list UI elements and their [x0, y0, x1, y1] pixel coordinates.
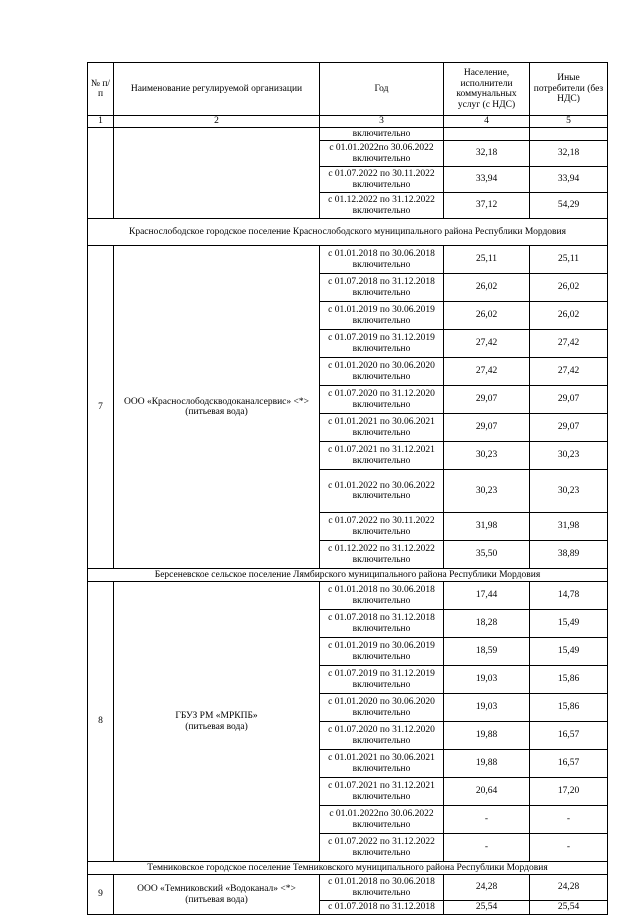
tariff-other: 26,02	[530, 302, 608, 330]
tariff-population: 35,50	[444, 541, 530, 569]
period-cell	[320, 513, 444, 541]
tariff-other: 38,89	[530, 541, 608, 569]
period-cell	[320, 806, 444, 834]
period-dates: с 01.01.2022 по 30.06.2022	[328, 480, 435, 491]
period-dates: с 01.01.2018 по 30.06.2018	[328, 249, 435, 259]
period-inclusive: включительно	[352, 791, 411, 802]
period-inclusive: включительно	[352, 259, 411, 270]
period-cell	[320, 541, 444, 569]
tariff-other: 29,07	[530, 386, 608, 414]
period-inclusive: включительно	[352, 707, 411, 718]
tariff-other: 17,20	[530, 778, 608, 806]
period-cell	[320, 778, 444, 806]
period-cell	[320, 141, 444, 167]
period-dates: с 01.07.2021 по 31.12.2021	[328, 781, 435, 791]
period-cell	[320, 666, 444, 694]
tariff-population	[444, 127, 530, 141]
tariff-other: 25,11	[530, 246, 608, 274]
period-cell	[320, 875, 444, 901]
header-year: Год	[320, 63, 444, 116]
period-dates: с 01.01.2021 по 30.06.2021	[328, 753, 435, 763]
tariff-population: 37,12	[444, 193, 530, 219]
period-dates: с 01.12.2022 по 31.12.2022	[328, 195, 435, 205]
period-dates: с 01.01.2022по 30.06.2022	[329, 809, 434, 819]
table-row	[88, 875, 608, 901]
period-inclusive: включительно	[352, 399, 411, 410]
organization-subtitle: (питьевая вода)	[185, 407, 248, 417]
organization-cell	[114, 246, 320, 569]
organization-subtitle: (питьевая вода)	[185, 721, 248, 732]
header-population: Население, исполнители коммунальных услуг (с НДС)	[444, 63, 530, 116]
period-dates: с 01.12.2022 по 31.12.2022	[328, 544, 435, 554]
tariff-population: 19,03	[444, 666, 530, 694]
section-row	[88, 862, 608, 875]
period-cell	[320, 246, 444, 274]
period-inclusive: включительно	[352, 763, 411, 774]
period-cell	[320, 358, 444, 386]
table-row	[88, 246, 608, 274]
organization-cell	[114, 582, 320, 862]
tariff-population: 19,88	[444, 750, 530, 778]
period-inclusive: включительно	[352, 287, 411, 298]
period-inclusive: включительно	[352, 735, 411, 746]
row-number: 9	[88, 875, 114, 915]
tariff-population: 31,98	[444, 513, 530, 541]
period-inclusive: включительно	[352, 887, 411, 898]
period-cell	[320, 834, 444, 862]
section-row	[88, 219, 608, 246]
tariff-other: 15,49	[530, 638, 608, 666]
period-dates: с 01.07.2022 по 31.12.2022	[328, 837, 435, 847]
period-dates: с 01.07.2022 по 30.11.2022	[328, 516, 435, 526]
period-cell	[320, 442, 444, 470]
period-cell	[320, 274, 444, 302]
tariff-other: 26,02	[530, 274, 608, 302]
period-inclusive: включительно	[352, 343, 411, 354]
period-inclusive: включительно	[352, 153, 411, 164]
tariff-other: 30,23	[530, 470, 608, 513]
section-title: Берсеневское сельское поселение Лямбирского муниципального района Республики Мордовия	[88, 569, 608, 582]
tariff-other: 14,78	[530, 582, 608, 610]
period-dates: с 01.01.2020 по 30.06.2020	[328, 697, 435, 707]
tariff-population: 27,42	[444, 330, 530, 358]
tariff-other: 29,07	[530, 414, 608, 442]
period-cell	[320, 750, 444, 778]
section-row	[88, 569, 608, 582]
organization-cell	[114, 875, 320, 915]
tariff-population: -	[444, 834, 530, 862]
period-inclusive: включительно	[352, 205, 411, 216]
column-number: 5	[530, 116, 608, 128]
tariff-population: 17,44	[444, 582, 530, 610]
period-dates: с 01.07.2020 по 31.12.2020	[328, 389, 435, 399]
header-number: № п/п	[88, 63, 114, 116]
period-cell	[320, 470, 444, 513]
tariff-other: 27,42	[530, 330, 608, 358]
row-number: 8	[88, 582, 114, 862]
tariff-population: 25,54	[444, 901, 530, 915]
tariff-other	[530, 127, 608, 141]
tariff-population: -	[444, 806, 530, 834]
table-body	[88, 127, 608, 915]
period-cell	[320, 610, 444, 638]
tariff-population: 26,02	[444, 274, 530, 302]
tariff-population: 24,28	[444, 875, 530, 901]
period-dates: с 01.01.2019 по 30.06.2019	[328, 641, 435, 651]
tariff-other: 27,42	[530, 358, 608, 386]
tariff-other: 32,18	[530, 141, 608, 167]
tariff-population: 19,88	[444, 722, 530, 750]
table-row	[88, 127, 608, 141]
tariff-other: 54,29	[530, 193, 608, 219]
organization-name: ООО «Краснослободскводоканалсервис» <*>	[124, 396, 309, 407]
period-dates: с 01.01.2022по 30.06.2022	[329, 143, 434, 153]
column-number: 3	[320, 116, 444, 128]
tariff-other: 30,23	[530, 442, 608, 470]
period-cell	[320, 330, 444, 358]
period-dates: с 01.07.2018 по 31.12.2018	[328, 902, 435, 913]
period-cell	[320, 127, 444, 141]
tariff-other: 24,28	[530, 875, 608, 901]
section-title: Краснослободское городское поселение Краснослободского муниципального района Республики Мордовия	[88, 219, 608, 246]
tariff-population: 20,64	[444, 778, 530, 806]
period-cell	[320, 193, 444, 219]
tariff-population: 30,23	[444, 442, 530, 470]
period-dates: с 01.07.2018 по 31.12.2018	[328, 613, 435, 623]
tariff-other: 16,57	[530, 722, 608, 750]
period-inclusive: включительно	[352, 847, 411, 858]
period-dates: с 01.01.2020 по 30.06.2020	[328, 361, 435, 371]
period-dates: с 01.07.2019 по 31.12.2019	[328, 333, 435, 343]
period-inclusive: включительно	[352, 371, 411, 382]
period-inclusive: включительно	[352, 819, 411, 830]
tariff-population: 27,42	[444, 358, 530, 386]
period-dates: с 01.07.2020 по 31.12.2020	[328, 725, 435, 735]
period-dates: с 01.01.2018 по 30.06.2018	[328, 585, 435, 595]
tariff-population: 32,18	[444, 141, 530, 167]
period-inclusive: включительно	[352, 179, 411, 190]
period-inclusive: включительно	[352, 554, 411, 565]
tariff-population: 29,07	[444, 386, 530, 414]
period-cell	[320, 722, 444, 750]
period-inclusive: включительно	[352, 679, 411, 690]
tariff-population: 33,94	[444, 167, 530, 193]
period-inclusive: включительно	[352, 595, 411, 606]
period-cell	[320, 414, 444, 442]
period-dates: с 01.07.2022 по 30.11.2022	[328, 169, 435, 179]
header-other-consumers: Иные потребители (без НДС)	[530, 63, 608, 116]
tariff-document	[87, 62, 607, 915]
period-cell	[320, 167, 444, 193]
tariff-other: 16,57	[530, 750, 608, 778]
period-cell	[320, 638, 444, 666]
period-dates: с 01.01.2018 по 30.06.2018	[328, 877, 435, 887]
period-inclusive: включительно	[352, 315, 411, 326]
row-number: 7	[88, 246, 114, 569]
column-number: 2	[114, 116, 320, 128]
tariff-other: 15,49	[530, 610, 608, 638]
organization-cell	[114, 127, 320, 219]
table-header-row	[88, 63, 608, 116]
period-inclusive: включительно	[352, 651, 411, 662]
period-dates: с 01.07.2018 по 31.12.2018	[328, 277, 435, 287]
period-inclusive: включительно	[352, 455, 411, 466]
row-number	[88, 127, 114, 219]
tariff-population: 18,59	[444, 638, 530, 666]
tariff-other: -	[530, 806, 608, 834]
period-cell	[320, 582, 444, 610]
tariff-population: 29,07	[444, 414, 530, 442]
tariff-other: 25,54	[530, 901, 608, 915]
organization-name: ООО «Темниковский «Водоканал» <*>	[137, 884, 296, 894]
section-title: Темниковское городское поселение Темниковского муниципального района Республики Мордовия	[88, 862, 608, 875]
period-cell	[320, 386, 444, 414]
period-inclusive: включительно	[352, 623, 411, 634]
tariff-population: 25,11	[444, 246, 530, 274]
period-inclusive: включительно	[352, 526, 411, 537]
column-numbers-row	[88, 116, 608, 128]
tariff-population: 26,02	[444, 302, 530, 330]
column-number: 1	[88, 116, 114, 128]
tariff-other: 15,86	[530, 694, 608, 722]
tariff-population: 18,28	[444, 610, 530, 638]
tariff-other: 31,98	[530, 513, 608, 541]
period-dates: с 01.07.2019 по 31.12.2019	[328, 669, 435, 679]
period-cell	[320, 694, 444, 722]
period-inclusive: включительно	[352, 128, 411, 139]
period-cell	[320, 302, 444, 330]
tariff-population: 30,23	[444, 470, 530, 513]
header-organization: Наименование регулируемой организации	[114, 63, 320, 116]
organization-subtitle: (питьевая вода)	[185, 894, 248, 905]
period-inclusive: включительно	[352, 491, 411, 501]
period-dates: с 01.07.2021 по 31.12.2021	[328, 445, 435, 455]
tariff-population: 19,03	[444, 694, 530, 722]
period-cell	[320, 901, 444, 915]
organization-name: ГБУЗ РМ «МРКПБ»	[175, 711, 258, 721]
tariff-other: -	[530, 834, 608, 862]
column-number: 4	[444, 116, 530, 128]
tariff-table	[87, 62, 608, 915]
period-dates: с 01.01.2019 по 30.06.2019	[328, 305, 435, 315]
tariff-other: 15,86	[530, 666, 608, 694]
period-inclusive: включительно	[352, 427, 411, 438]
table-row	[88, 582, 608, 610]
period-dates: с 01.01.2021 по 30.06.2021	[328, 417, 435, 427]
tariff-other: 33,94	[530, 167, 608, 193]
